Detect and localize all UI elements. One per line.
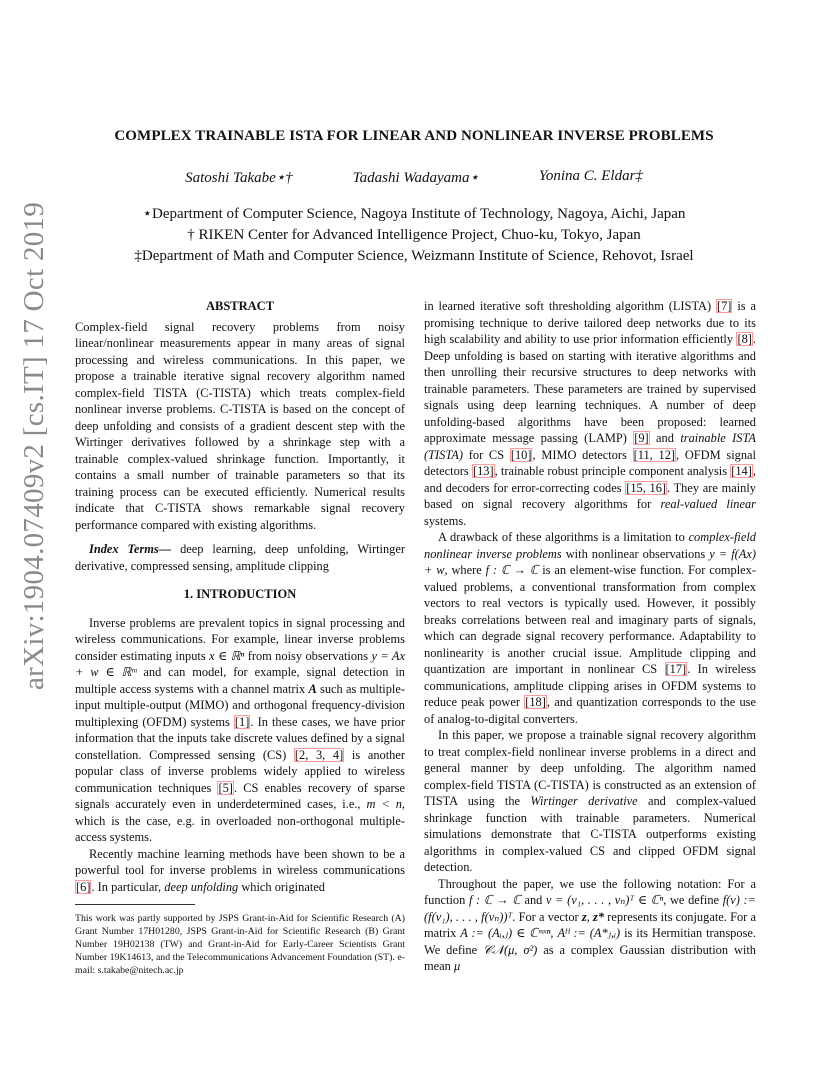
paper-title: COMPLEX TRAINABLE ISTA FOR LINEAR AND NONLINEAR INVERSE PROBLEMS [114,128,714,144]
index-terms-label: Index Terms— [89,542,172,556]
affiliation: ‡Department of Math and Computer Science, Weizmann Institute of Science, Rehovot, Israel [134,248,694,264]
abstract-text: Complex-field signal recovery problems from noisy linear/nonlinear measurements appear in many areas of signal processing and wireless communications. In this paper, we propose a trainable iterative signal recovery algorithm named complex-field TISTA (C-TISTA) which treats complex-field nonlinear inverse problems. C-TISTA is based on the concept of deep unfolding and consists of a gradient descent step with the Wirtinger derivatives followed by a shrinkage step with a trainable complex-valued shrinkage function. Importantly, it contains a small number of trainable parameters so that its training process can be executed efficiently. Numerical results indicate that C-TISTA shows remarkable signal recovery performance compared with existing algorithms. [75,319,405,532]
intro-paragraph: Inverse problems are prevalent topics in signal processing and wireless communications. For example, linear inverse problems consider estimating inputs x ∈ ℝⁿ from noisy observations y = Ax + w ∈ ℝᵐ and can model, for example, signal detection in multiple access systems with a channel matrix A such as multiple-input multiple-output (MIMO) and orthogonal frequency-division multiplexing (OFDM) systems [1]. In these cases, we have prior information that the inputs take discrete values defined by a signal constellation. Compressed sensing (CS) [2, 3, 4] is another popular class of inverse problems widely applied to wireless communication techniques [5]. CS enables recovery of sparse signals accurately even in underdetermined cases, i.e., m < n, which is the case, e.g. in overloaded non-orthogonal multiple-access systems. [75,615,405,844]
citation-link[interactable]: [10] [510,447,532,462]
citation-link[interactable]: [6] [76,879,91,894]
body-paragraph: A drawback of these algorithms is a limitation to complex-field nonlinear inverse problems with nonlinear observations y = f(Ax) + w, where f : ℂ → ℂ is an element-wise function. For complex-valued problems, a conventional transformation from complex vectors to real vectors is typically used. However, it possibly breaks correlations between real and imaginary parts of signals, which can degrade signal recovery performance. Adaptability to nonlinearity is another crucial issue. Amplitude clipping and quantization are important in nonlinear CS [17]. In wireless communications, amplitude clipping arises in OFDM systems to reduce peak power [18], and quantization corresponds to the use of analog-to-digital converters. [424,530,757,726]
affiliation-list [0,204,828,267]
author-list [0,168,828,187]
author-name: Satoshi Takabe⋆† [185,170,293,186]
introduction-heading: 1. INTRODUCTION [183,587,297,601]
arxiv-identifier: arXiv:1904.07409v2 [cs.IT] 17 Oct 2019 [18,201,50,690]
index-terms-text: deep learning, deep unfolding, Wirtinger derivative, compressed sensing, amplitude clipping [75,542,405,573]
left-column [75,298,405,895]
citation-link[interactable]: [1] [234,714,250,729]
right-column [424,298,756,975]
author-name: Tadashi Wadayama⋆ [352,170,479,186]
intro-paragraph: Recently machine learning methods have been shown to be a powerful tool for inverse problems in wireless communications [6]. In particular, deep unfolding which originated [75,846,405,894]
abstract-heading: ABSTRACT [205,299,275,313]
body-paragraph: Throughout the paper, we use the following notation: For a function f : ℂ → ℂ and v = (v₁, . . . , vₙ)ᵀ ∈ ℂⁿ, we define f(v) := (f(v₁), . . . , f(vₙ))ᵀ. For a vector z, z* represents its conjugate. For a matrix A := (Aᵢ,ⱼ) ∈ ℂᵐˣⁿ, Aᴴ := (A*ⱼ,ᵢ) is its Hermitian transpose. We define 𝒞𝒩(μ, σ²) as a complex Gaussian distribution with mean μ [424,876,757,973]
body-paragraph: In this paper, we propose a trainable signal recovery algorithm to treat complex-field nonlinear inverse problems in a direct and general manner by deep unfolding. The algorithm named complex-field TISTA (C-TISTA) is constructed as an extension of TISTA using the Wirtinger derivative and complex-valued shrinkage function with trainable parameters. Numerical simulations demonstrate that C-TISTA outperforms existing algorithms in complex-valued CS and clipped OFDM signal detection. [424,728,756,874]
citation-link[interactable]: [2, 3, 4] [294,747,344,762]
citation-link[interactable]: [17] [665,662,687,676]
citation-link[interactable]: [9] [634,431,649,445]
affiliation: ⋆Department of Computer Science, Nagoya Institute of Technology, Nagoya, Aichi, Japan [142,206,686,222]
citation-link[interactable]: [8] [737,332,752,346]
author-name: Yonina C. Eldar‡ [538,168,643,184]
citation-link[interactable]: [7] [716,299,732,313]
citation-link[interactable]: [5] [218,780,233,795]
affiliation: † RIKEN Center for Advanced Intelligence Project, Chuo-ku, Tokyo, Japan [187,227,641,243]
citation-link[interactable]: [18] [525,695,546,709]
citation-link[interactable]: [11, 12] [633,447,676,462]
footnote-rule [75,904,195,905]
footnote: This work was partly supported by JSPS Grant-in-Aid for Scientific Research (A) Grant Number 17H01280, JSPS Grant-in-Aid for Scientific Research (B) Grant Number 19H02138 (TW) and Grant-in-Aid for Early-Career Scientists Grant Number 19K14613, and the Telecommunications Advancement Foundation (ST). e-mail: s.takabe@nitech.ac.jp [75,913,405,976]
citation-link[interactable]: [14] [731,464,752,478]
body-paragraph: in learned iterative soft thresholding algorithm (LISTA) [7] is a promising technique to derive tailored deep networks due to its high scalability and ability to use prior information efficiently [8]. Deep unfolding is based on starting with iterative algorithms and then unrolling their recursive structures to deep networks with trainable parameters. These parameters are trained by supervised signals using deep learning techniques. A number of deep unfolding-based algorithms have been proposed: learned approximate message passing (LAMP) [9] and trainable ISTA (TISTA) for CS [10], MIMO detectors [11, 12], OFDM signal detectors [13], trainable robust principle component analysis [14], and decoders for error-correcting codes [15, 16]. They are mainly based on signal recovery algorithms for real-valued linear systems. [424,299,756,528]
index-terms [75,541,405,574]
citation-link[interactable]: [13] [472,464,494,478]
citation-link[interactable]: [15, 16] [626,480,667,495]
